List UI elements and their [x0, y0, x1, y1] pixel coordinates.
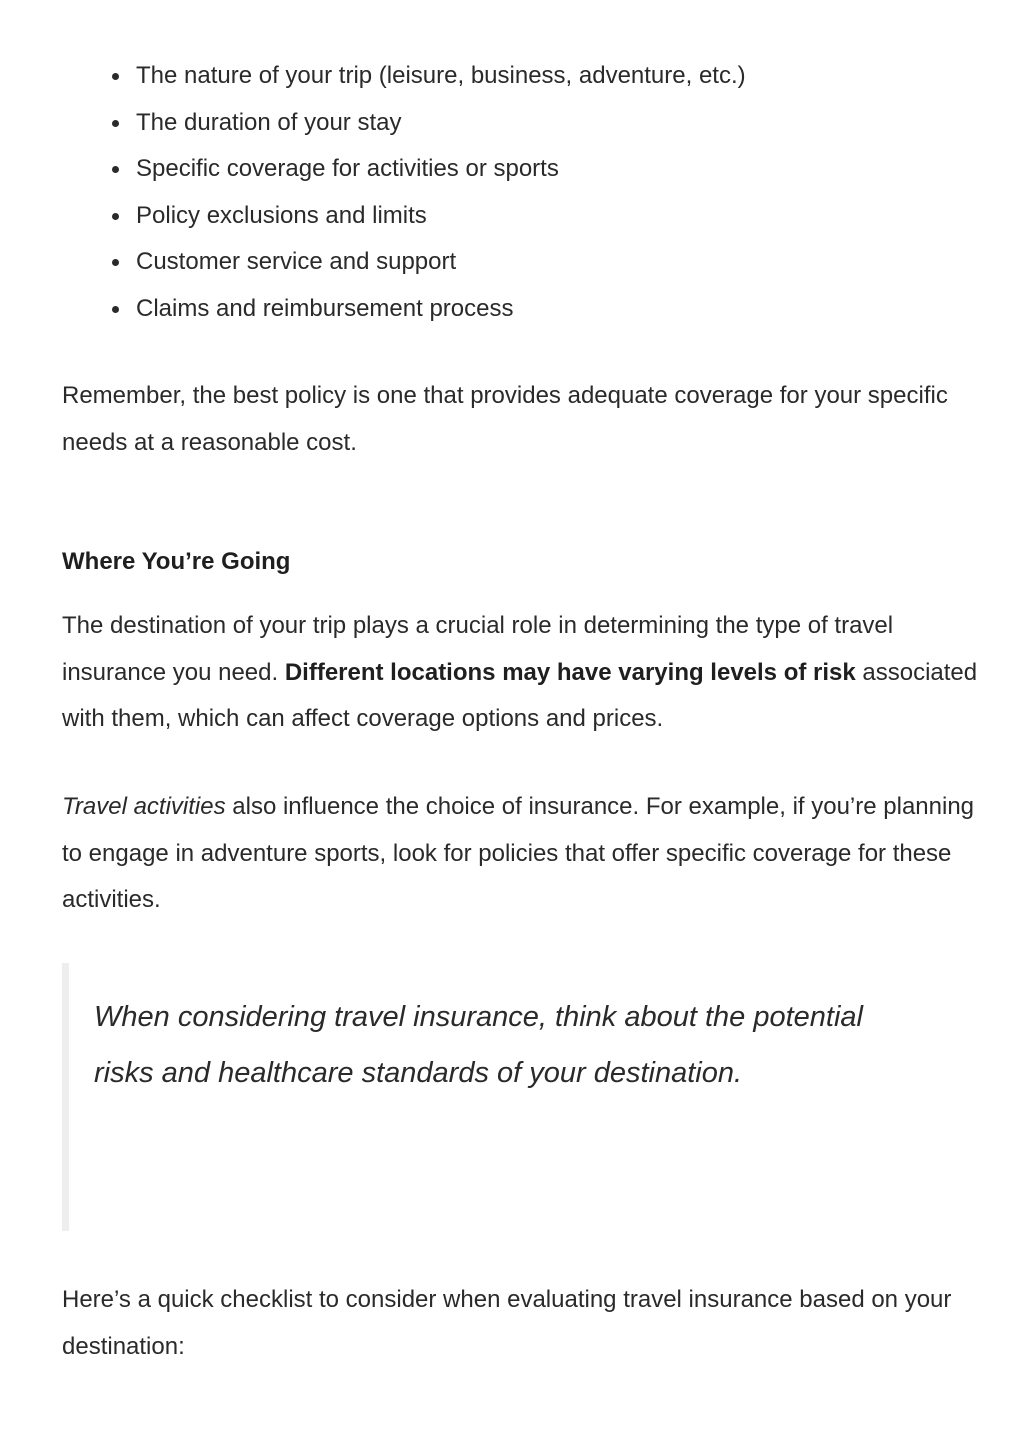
bullet-icon [112, 73, 119, 80]
list-item-text: The duration of your stay [136, 108, 402, 136]
destination-text-start: The destination of your trip plays a crucial role in determining the type of travel insurance you need. [62, 612, 894, 686]
list-item [112, 286, 972, 333]
quote-text: When considering travel insurance, think about the potential risks and healthcare standards of your destination. [94, 1001, 863, 1089]
list-item [112, 239, 972, 286]
bullet-icon [112, 166, 119, 173]
list-item-text: Claims and reimbursement process [136, 294, 514, 322]
list-item [112, 146, 972, 193]
considerations-list [112, 53, 972, 332]
bullet-icon [112, 259, 119, 266]
list-item [112, 100, 972, 147]
destination-text-end: associated with them, which can affect coverage options and prices. [62, 658, 978, 732]
activities-emphasis: Travel activities [62, 793, 226, 820]
bullet-icon [112, 306, 119, 313]
section-heading: Where You’re Going [62, 548, 291, 575]
destination-paragraph [62, 603, 997, 743]
destination-emphasis: Different locations may have varying levels of risk [284, 658, 856, 686]
reminder-paragraph: Remember, the best policy is one that provides adequate coverage for your specific needs at a reasonable cost. [62, 382, 948, 456]
blockquote [62, 963, 997, 1231]
bullet-icon [112, 213, 119, 220]
list-item-text: The nature of your trip (leisure, business, adventure, etc.) [136, 62, 746, 89]
activities-paragraph [62, 784, 997, 924]
list-item [112, 53, 972, 100]
list-item-text: Policy exclusions and limits [136, 201, 427, 229]
list-item-text: Specific coverage for activities or sports [136, 155, 559, 182]
list-item [112, 193, 972, 240]
list-item-text: Customer service and support [136, 248, 457, 275]
activities-text: also influence the choice of insurance. For example, if you’re planning to engage in adventure sports, look for policies that offer specific coverage for these activities. [62, 793, 975, 913]
checklist-intro-paragraph: Here’s a quick checklist to consider when evaluating travel insurance based on your destination: [62, 1286, 952, 1360]
bullet-icon [112, 120, 119, 127]
